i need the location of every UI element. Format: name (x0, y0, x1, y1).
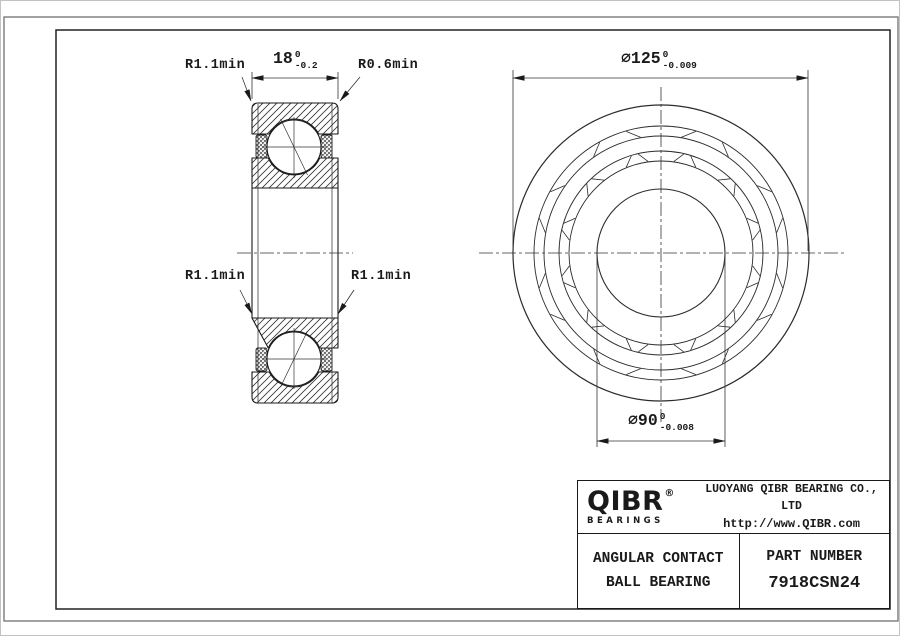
radius-label-top-right: R0.6min (358, 58, 419, 73)
leader-r-top-right (340, 77, 360, 101)
logo-subtext: BEARINGS (587, 516, 664, 526)
part-number-cell (740, 534, 890, 608)
bore-value: ⌀90 (628, 411, 658, 430)
company-logo (578, 488, 696, 526)
width-tolerance: 0 -0.2 (294, 49, 318, 72)
leader-r-top-left (242, 77, 251, 101)
front-view (479, 87, 844, 422)
width-value: 18 (273, 49, 293, 68)
bore-tolerance: 0 -0.008 (659, 411, 694, 434)
radius-label-mid-left: R1.1min (185, 269, 246, 284)
company-website: http://www.QIBR.com (723, 517, 860, 532)
cage-bottom-right (321, 348, 332, 371)
registered-trademark-icon: ® (664, 488, 675, 499)
cage-bottom-left (256, 348, 267, 371)
title-block-detail-row (578, 534, 889, 608)
product-type-cell (578, 534, 740, 608)
title-block-header-row (578, 481, 889, 534)
leader-r-mid-right (338, 290, 354, 314)
od-value: ⌀125 (621, 49, 661, 68)
od-dimension-label (621, 50, 697, 71)
company-info (696, 481, 889, 534)
radius-label-top-left: R1.1min (185, 58, 246, 73)
company-name: LUOYANG QIBR BEARING CO., LTD (705, 482, 878, 513)
radius-label-mid-right: R1.1min (351, 269, 412, 284)
cage-top-right (321, 135, 332, 158)
product-type-line2: BALL BEARING (606, 574, 711, 591)
logo-wordmark: QIBR® (587, 486, 675, 517)
od-tolerance: 0 -0.009 (662, 49, 697, 72)
width-dimension-label (273, 50, 318, 71)
bore-dimension-label (628, 412, 694, 433)
title-block (577, 480, 890, 609)
part-number-value: 7918CSN24 (768, 573, 861, 593)
section-view (237, 103, 353, 403)
leader-r-mid-left (240, 290, 252, 314)
product-type-line1: ANGULAR CONTACT (592, 551, 724, 567)
cage-top-left (256, 135, 267, 158)
part-number-label: PART NUMBER (766, 549, 863, 566)
